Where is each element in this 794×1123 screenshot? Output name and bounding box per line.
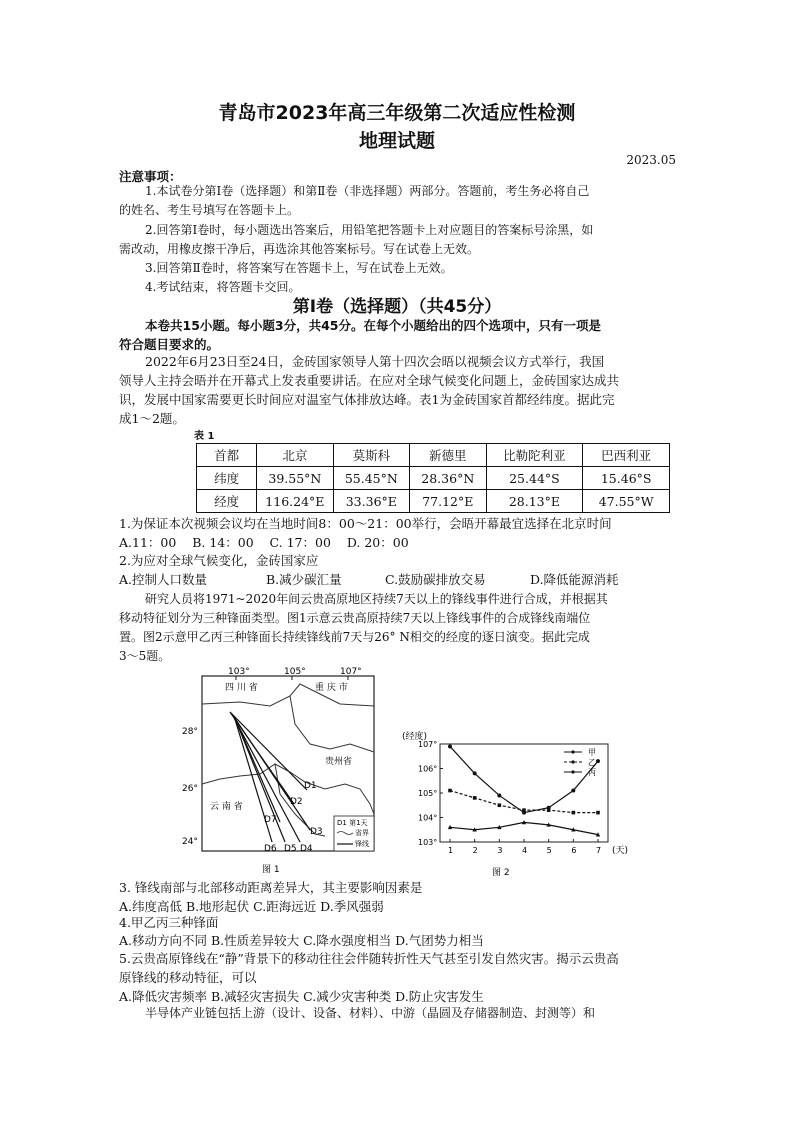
table-cell: 55.45°N bbox=[333, 467, 409, 490]
lon-label: 103° bbox=[228, 667, 250, 677]
front-label: D5 bbox=[284, 844, 297, 854]
x-tick-label: 2 bbox=[472, 846, 478, 855]
data-point bbox=[596, 811, 600, 815]
legend-marker bbox=[571, 750, 574, 753]
figure2-caption: 图 2 bbox=[492, 868, 510, 878]
passage1-line1: 2022年6月23日至24日，金砖国家领导人第十四次会晤以视频会议方式举行，我国 bbox=[145, 354, 605, 369]
figure1-caption: 图 1 bbox=[262, 865, 280, 875]
figure2-chart bbox=[400, 730, 630, 880]
table-cell: 15.46°S bbox=[583, 467, 670, 490]
q4-options: A.移动方向不同 B.性质差异较大 C.降水强度相当 D.气团势力相当 bbox=[119, 933, 484, 948]
notice-item-2b: 需改动，用橡皮擦干净后，再选涂其他答案标号。写在试卷上无效。 bbox=[119, 242, 480, 256]
passage3-line1: 半导体产业链包括上游（设计、设备、材料）、中游（晶圆及存储器制造、封测等）和 bbox=[145, 1006, 596, 1020]
lat-label: 26° bbox=[182, 784, 198, 794]
q2-stem: 2.为应对全球气候变化，金砖国家应 bbox=[119, 553, 319, 568]
y-tick-label: 104° bbox=[418, 813, 438, 823]
legend-label: 甲 bbox=[588, 748, 596, 757]
front-label: D3 bbox=[310, 827, 323, 837]
lat-label: 24° bbox=[182, 837, 198, 847]
q5-options: A.降低灾害频率 B.减轻灾害损失 C.减少灾害种类 D.防止灾害发生 bbox=[119, 989, 484, 1004]
table-header-row bbox=[197, 444, 670, 467]
passage2-line3: 置。图2示意甲乙丙三种锋面长持续锋线前7天与26° N相交的经度的逐日演变。据此完成 bbox=[119, 630, 590, 644]
front-label: D2 bbox=[290, 797, 303, 807]
legend-label: 乙 bbox=[588, 758, 596, 767]
table-row bbox=[197, 490, 670, 513]
passage2-line4: 3～5题。 bbox=[119, 649, 171, 663]
passage2-line1: 研究人员将1971~2020年间云贵高原地区持续7天以上的锋线事件进行合成，并根据其 bbox=[145, 592, 608, 606]
x-tick-label: 1 bbox=[448, 846, 454, 855]
legend-title: D1 第1天 bbox=[337, 819, 368, 827]
data-point bbox=[497, 793, 501, 797]
y-tick-label: 106° bbox=[418, 764, 438, 774]
table-cell: 纬度 bbox=[197, 467, 257, 490]
section-intro-b: 符合题目要求的。 bbox=[119, 337, 220, 352]
front-label: D4 bbox=[300, 844, 313, 854]
y-tick-label: 105° bbox=[418, 789, 438, 798]
section-intro-a: 本卷共15小题。每小题3分，共45分。在每个小题给出的四个选项中，只有一项是 bbox=[145, 318, 601, 333]
table-cell: 116.24°E bbox=[257, 490, 333, 513]
y-axis-label: (经度) bbox=[402, 732, 428, 742]
table-cell: 巴西利亚 bbox=[583, 444, 670, 467]
notice-heading: 注意事项： bbox=[119, 169, 182, 184]
lon-label: 105° bbox=[284, 667, 306, 677]
front-label: D7 bbox=[264, 815, 277, 825]
q2-option-b: B.减少碳汇量 bbox=[266, 572, 342, 587]
legend-marker bbox=[571, 760, 574, 763]
data-point bbox=[473, 796, 477, 800]
figure1-map bbox=[180, 664, 380, 876]
table-cell: 比勒陀利亚 bbox=[486, 444, 583, 467]
q3-options: A.纬度高低 B.地形起伏 C.距海远近 D.季风强弱 bbox=[119, 899, 384, 914]
x-tick-label: 6 bbox=[571, 846, 577, 855]
province-sichuan: 四 川 省 bbox=[225, 683, 258, 693]
exam-subject: 地理试题 bbox=[358, 130, 435, 152]
q2-option-a: A.控制人口数量 bbox=[119, 572, 208, 587]
q4-stem: 4.甲乙丙三种锋面 bbox=[119, 915, 219, 930]
legend-label: 丙 bbox=[588, 768, 596, 777]
data-point bbox=[473, 771, 477, 775]
table-cell: 28.13°E bbox=[486, 490, 583, 513]
legend-boundary: 省界 bbox=[355, 829, 369, 837]
lon-label: 107° bbox=[340, 667, 362, 677]
capitals-table bbox=[196, 443, 670, 513]
data-point bbox=[448, 789, 452, 793]
passage1-line4: 成1～2题。 bbox=[119, 411, 185, 426]
y-tick-label: 107° bbox=[418, 740, 438, 749]
data-point bbox=[448, 744, 452, 748]
exam-date: 2023.05 bbox=[626, 153, 676, 167]
table-cell: 77.12°E bbox=[410, 490, 486, 513]
lat-label: 28° bbox=[182, 727, 198, 737]
x-tick-label: 3 bbox=[497, 846, 503, 855]
x-tick-label: 4 bbox=[522, 846, 528, 855]
data-point bbox=[596, 759, 600, 763]
passage2-line2: 移动特征划分为三种锋面类型。图1示意云贵高原持续7天以上锋线事件的合成锋线南端位 bbox=[119, 611, 591, 625]
province-yunnan: 云 南 省 bbox=[210, 802, 243, 812]
q1-options: A.11：00 B. 14：00 C. 17：00 D. 20：00 bbox=[119, 535, 409, 550]
notice-item-2a: 2.回答第Ⅰ卷时，每小题选出答案后，用铅笔把答题卡上对应题目的答案标号涂黑，如 bbox=[145, 223, 594, 237]
table-row bbox=[197, 467, 670, 490]
series-line-丙 bbox=[450, 822, 598, 834]
q5-stem-b: 原锋线的移动特征，可以 bbox=[119, 970, 257, 985]
table-cell: 47.55°W bbox=[583, 490, 670, 513]
table-cell: 33.36°E bbox=[333, 490, 409, 513]
table1-caption: 表 1 bbox=[194, 431, 215, 442]
x-tick-label: 5 bbox=[546, 846, 552, 855]
table-cell: 39.55°N bbox=[257, 467, 333, 490]
front-label: D1 bbox=[304, 781, 317, 791]
exam-title: 青岛市2023年高三年级第二次适应性检测 bbox=[218, 102, 576, 124]
province-chongqing: 重 庆 市 bbox=[315, 683, 348, 693]
q5-stem-a: 5.云贵高原锋线在“静”背景下的移动往往会伴随转折性天气甚至引发自然灾害。揭示云贵高 bbox=[119, 951, 619, 966]
table-cell: 经度 bbox=[197, 490, 257, 513]
q1-stem: 1.为保证本次视频会议均在当地时间8：00～21：00举行，会晤开幕最宜选择在北京时间 bbox=[119, 516, 612, 531]
notice-item-3: 3.回答第Ⅱ卷时，将答案写在答题卡上，写在试卷上无效。 bbox=[145, 261, 453, 275]
table-cell: 新德里 bbox=[410, 444, 486, 467]
notice-item-1b: 的姓名、考生号填写在答题卡上。 bbox=[119, 203, 300, 217]
data-point bbox=[547, 808, 551, 812]
legend-front: 锋线 bbox=[355, 840, 369, 848]
x-axis-unit: (天) bbox=[612, 846, 629, 856]
section-title: 第Ⅰ卷（选择题）（共45分） bbox=[292, 297, 502, 317]
x-tick-label: 7 bbox=[596, 846, 602, 855]
y-tick-label: 103° bbox=[418, 838, 438, 847]
q3-stem: 3. 锋线南部与北部移动距离差异大，其主要影响因素是 bbox=[119, 880, 423, 895]
table-cell: 莫斯科 bbox=[333, 444, 409, 467]
table-cell: 28.36°N bbox=[410, 467, 486, 490]
province-boundary bbox=[290, 696, 374, 752]
front-label: D6 bbox=[264, 844, 277, 854]
notice-item-1a: 1.本试卷分第Ⅰ卷（选择题）和第Ⅱ卷（非选择题）两部分。答题前，考生务必将自己 bbox=[145, 184, 590, 198]
q2-option-c: C.鼓励碳排放交易 bbox=[385, 572, 486, 587]
province-guizhou: 贵州省 bbox=[325, 757, 353, 767]
legend-marker bbox=[571, 770, 574, 773]
table-cell: 首都 bbox=[197, 444, 257, 467]
series-line-甲 bbox=[450, 746, 598, 812]
data-point bbox=[572, 811, 576, 815]
data-point bbox=[571, 789, 575, 793]
passage1-line2: 领导人主持会晤并在开幕式上发表重要讲话。在应对全球气候变化问题上，金砖国家达成共 bbox=[119, 373, 620, 388]
table-cell: 北京 bbox=[257, 444, 333, 467]
table-cell: 25.44°S bbox=[486, 467, 583, 490]
front-line bbox=[232, 714, 310, 830]
data-point bbox=[522, 808, 526, 812]
notice-item-4: 4.考试结束，将答题卡交回。 bbox=[145, 280, 301, 294]
data-point bbox=[498, 803, 502, 807]
q2-option-d: D.降低能源消耗 bbox=[530, 572, 619, 587]
plot-frame bbox=[440, 744, 608, 842]
passage1-line3: 识，发展中国家需要更长时间应对温室气体排放达峰。表1为金砖国家首都经纬度。据此完 bbox=[119, 392, 615, 407]
